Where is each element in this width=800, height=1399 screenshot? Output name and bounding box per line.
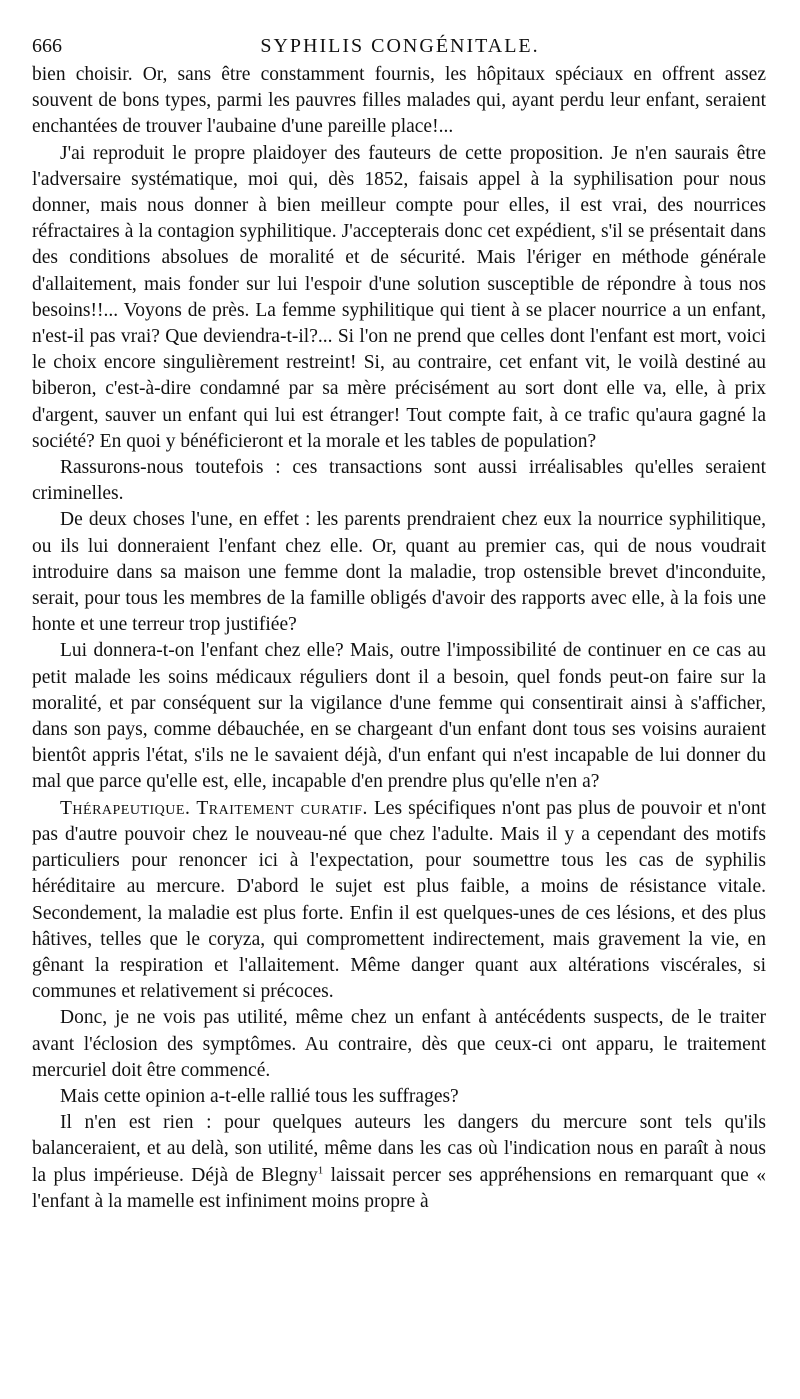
running-header — [32, 34, 768, 58]
paragraph-lui-donnera: Lui donnera-t-on l'enfant chez elle? Mais, outre l'impossibilité de continuer en ce cas au petit malade les soins médicaux réguliers dont il a besoin, quel fonds peut-on faire sur la moralité, et par conséquent sur la vigilance d'une femme qui consentirait ainsi à s'afficher, dans son pays, comme débauchée, en se chargeant d'un enfant dont tous ses voisins auraient bientôt appris l'état, s'ils ne le savaient déjà, d'un enfant qui n'est incapable de lui donner du mal que parce qu'elle est, elle, incapable d'en prendre plus qu'elle n'en a? — [32, 640, 766, 793]
subsection-heading: Traitement curatif. — [196, 797, 368, 819]
paragraph-deux-choses: De deux choses l'une, en effet : les parents prendraient chez eux la nourrice syphilitique, ou ils lui donneraient l'enfant chez elle. Or, quant au premier cas, qui de nous voudrait introduire dans sa maison une femme dont la maladie, trop ostensible brevet d'inconduite, serait, pour tous les membres de la famille obligés d'avoir des rapports avec elle, à la fois une honte et une terreur trop justifiée? — [32, 509, 766, 636]
paragraph-blegny — [32, 1110, 766, 1215]
paragraph-text-before: Il n'en est rien : pour quelques auteurs les dangers du mercure sont tels qu'ils balanceraient, et au delà, son utilité, même dans les cas où l'indication nous en paraît à nous la plus impérieuse. Déjà de Blegny — [32, 1112, 766, 1186]
running-title: SYPHILIS CONGÉNITALE. — [260, 35, 540, 57]
paragraph-continuation: bien choisir. Or, sans être constamment fournis, les hôpitaux spéciaux en offrent assez souvent de bons types, parmi les pauvres filles malades qui, ayant perdu leur enfant, seraient enchantées de trouver l'aubaine d'une pareille place!... — [32, 64, 766, 138]
paragraph-text: Les spécifiques n'ont pas plus de pouvoir et n'ont pas d'autre pouvoir chez le nouveau-né que chez l'adulte. Mais il y a cependant des motifs particuliers pour renoncer ici à l'expectation, pour soumettre tous les cas de syphilis héréditaire au mercure. D'abord le sujet est plus faible, a moins de résistance vitale. Secondement, la maladie est plus forte. Enfin il est quelques-unes de ces lésions, et des plus hâtives, telles que le coryza, qui compromettent indirectement, mais gravement la vie, en gênant la respiration et l'allaitement. Même danger quant aux altérations viscérales, si communes et relativement si précoces. — [32, 797, 766, 1003]
footnote-mark[interactable]: 1 — [317, 1164, 324, 1177]
paragraph-opinion: Mais cette opinion a-t-elle rallié tous les suffrages? — [60, 1085, 459, 1107]
paragraph-rassurons: Rassurons-nous toutefois : ces transactions sont aussi irréalisables qu'elles seraient criminelles. — [32, 457, 766, 505]
paragraph-text-after: laissait percer ses appréhensions en remarquant que « l'enfant à la mamelle est infiniment moins propre à — [32, 1164, 766, 1212]
page-number: 666 — [32, 35, 62, 57]
text-body — [32, 62, 766, 1215]
section-heading: Thérapeutique. — [60, 797, 191, 819]
paragraph-donc: Donc, je ne vois pas utilité, même chez un enfant à antécédents suspects, de le traiter avant l'éclosion des symptômes. Au contraire, dès que ceux-ci ont apparu, le traitement mercuriel doit être commencé. — [32, 1007, 766, 1081]
paragraph-plaidoyer: J'ai reproduit le propre plaidoyer des fauteurs de cette proposition. Je n'en saurais être l'adversaire systématique, moi qui, dès 1852, faisais appel à la syphilisation pour nous donner, mais nous donner à bien meilleur compte pour elles, il est vrai, des nourrices réfractaires à la contagion syphilitique. J'accepterais donc cet expédient, s'il se présentait dans des conditions absolues de moralité et de sécurité. Mais l'ériger en méthode générale d'allaitement, mais fonder sur lui l'espoir d'une solution susceptible de répondre à tous nos besoins!!... Voyons de près. La femme syphilitique qui tient à se placer nourrice a un enfant, n'est-il pas vrai? Que deviendra-t-il?... Si l'on ne prend que celles dont l'enfant est mort, voici le choix encore singulièrement restreint! Si, au contraire, cet enfant vit, le voilà destiné au biberon, c'est-à-dire condamné par sa mère précisément au sort dont elle va, elle, à prix d'argent, sauver un enfant qui lui est étranger! Tout compte fait, à ce trafic qu'aura gagné la société? En quoi y bénéficieront et la morale et les tables de population? — [32, 142, 766, 452]
paragraph-therapeutique — [32, 796, 766, 1006]
